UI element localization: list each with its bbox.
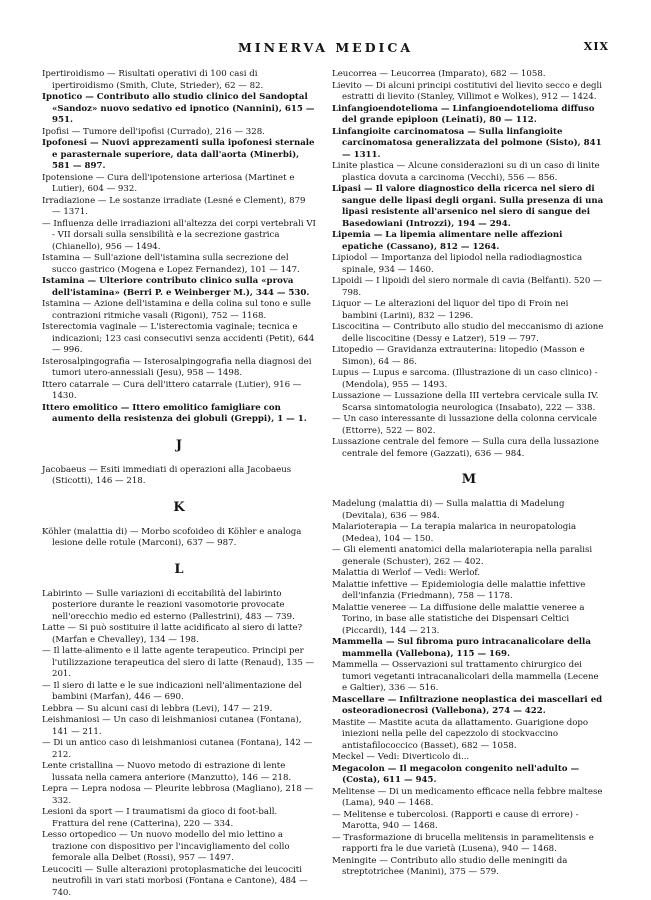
index-entry: Malattie veneree — La diffusione delle malattie veneree a Torino, in base alle statistiche dei Dispensari Celtici (Piccardi), 144 — 213. <box>332 602 585 636</box>
index-entry: Ittero catarrale — Cura dell'ittero catarrale (Lutier), 916 — 1430. <box>42 379 302 401</box>
index-entry: — Un caso interessante di lussazione della colonna cervicale (Ettorre), 522 — 802. <box>332 414 598 436</box>
index-entry: Ipofonesi — Nuovi apprezamenti sulla ipofonesi sternale e parasternale superiore, data dall'aorta (Minerbi), 581 — 897. <box>42 138 315 171</box>
index-entry: Lievito — Di alcuni principi costitutivi del lievito secco e degli estratti di lievito (Stanley, Villimot e Wolkes), 912 — 1424. <box>332 80 603 102</box>
index-entry: Labirinto — Sulle variazioni di eccitabilità del labirinto posteriore durante le reazioni vasomotorie provocate nell'orecchio medio ed esterno (Pallestrini), 483 — 739. <box>42 588 295 622</box>
index-entry: Ittero emolitico — Ittero emolitico famigliare con aumento della resistenza dei globuli (Greppi), 1 — 1. <box>42 402 307 424</box>
index-entry: Istamina — Azione dell'istamina e della colina sul tono e sulle contrazioni ritmiche vasali (Rigoni), 752 — 1168. <box>42 299 311 321</box>
index-entry: Ipnotico — Contributo allo studio clinico del Sandoptal «Sandoz» nuovo sedativo ed ipnotico (Nannini), 615 — 951. <box>42 92 315 125</box>
index-entry: — Trasformazione di brucella melitensis in paramelitensis e rapporti fra le due varietà (Lusena), 940 — 1468. <box>332 832 594 854</box>
index-entry: — Gli elementi anatomici della malarioterapia nella paralisi generale (Schuster), 262 — 402. <box>332 545 593 567</box>
index-entry: Lipemia — La lipemia alimentare nelle affezioni epatiche (Cassano), 812 — 1264. <box>332 230 563 252</box>
index-entry: Istamina — Sull'azione dell'istamina sulla secrezione del succo gastrico (Mogena e Lopez Fernandez), 101 — 147. <box>42 253 300 275</box>
index-entry: Linfangioendotelioma — Linfangioendotelioma diffuso del grande epiploon (Leinati), 80 — 112. <box>332 103 595 125</box>
index-entry: Leishmaniosi — Un caso di leishmaniosi cutanea (Fontana), 141 — 211. <box>42 715 302 737</box>
index-entry: Lente cristallina — Nuovo metodo di estrazione di lente lussata nella camera anteriore (Manzutto), 146 — 218. <box>42 761 292 783</box>
index-entry: — Influenza delle irradiazioni all'altezza dei corpi vertebrali VI - VII dorsali sulla sensibilità e la secrezione gastrica (Chianello), 956 — 1494. <box>42 218 316 252</box>
index-entry: Megacolon — Il megacolon congenito nell'adulto — (Costa), 611 — 945. <box>332 763 580 785</box>
index-entry: Ipotensione — Cura dell'ipotensione arteriosa (Martinet e Lutier), 604 — 932. <box>42 172 295 194</box>
index-entry: Lussazione centrale del femore — Sulla cura della lussazione centrale del femore (Gazzati), 636 — 984. <box>332 437 599 459</box>
index-entry: Lipasi — Il valore diagnostico della ricerca nel siero di sangue delle lipasi degli organi. Sulla presenza di una lipasi resistente all'arsenico nel siero di sangue dei Basedowiani (Introzzi), 194 — 294. <box>332 184 604 229</box>
index-entry: Mammella — Sul fibroma puro intracanalicolare della mammella (Vallebona), 115 — 169. <box>332 637 591 659</box>
index-entry: Linite plastica — Alcune considerazioni su di un caso di linite plastica dovuta a carcinoma (Vecchi), 556 — 856. <box>332 161 600 183</box>
index-entry: Malattie infettive — Epidemiologia delle malattie infettive dell'infanzia (Friedmann), 758 — 1178. <box>332 579 586 601</box>
index-entry: Isterectomia vaginale — L'isterectomia vaginale; tecnica e indicazioni; 123 casi consecutivi senza accidenti (Petit), 644 — 996. <box>42 322 315 355</box>
index-entry: Köhler (malattia di) — Morbo scofoideo di Köhler e analoga lesione delle rotule (Marconi), 637 — 987. <box>42 526 302 548</box>
left-column <box>42 69 316 899</box>
index-entry: — Di un antico caso di leishmaniosi cutanea (Fontana), 142 — 212. <box>42 738 313 760</box>
index-entry: Lipoidi — I lipoidi del siero normale di cavia (Belfanti). 520 — 798. <box>332 276 602 298</box>
index-entry: Istamina — Ulteriore contributo clinico sulla «prova dell'istamina» (Berri P. e Weinberger M.), 344 — 530. <box>42 276 310 298</box>
section-letter: K <box>173 499 185 515</box>
index-entry: Liscocitina — Contributo allo studio del meccanismo di azione delle liscocitine (Dessy e Latzer), 519 — 797. <box>332 322 604 344</box>
index-entry: Lupus — Lupus e sarcoma. (Illustrazione di un caso clinico) - (Mendola), 955 — 1493. <box>332 368 598 390</box>
index-entry: Leucociti — Sulle alterazioni protoplasmatiche dei leucociti neutrofili in vari stati morbosi (Fontana e Cantone), 484 — 740. <box>42 864 308 898</box>
index-entry: Mascellare — Infiltrazione neoplastica dei mascellari ed osteoradionecrosi (Vallebona), 274 — 422. <box>332 694 603 716</box>
index-entry: Ipofisi — Tumore dell'ipofisi (Currado), 216 — 328. <box>42 126 265 137</box>
index-entry: Liquor — Le alterazioni del liquor del tipo di Froin nei bambini (Larini), 832 — 1296. <box>332 299 569 321</box>
index-entry: Malarioterapia — La terapia malarica in neuropatologia (Medea), 104 — 150. <box>332 522 577 544</box>
right-column <box>332 69 606 879</box>
index-entry: Isterosalpingografia — Isterosalpingografia nella diagnosi dei tumori utero-annessiali (Jesu), 958 — 1498. <box>42 356 312 378</box>
index-entry: Lebbra — Su alcuni casi di lebbra (Levi), 147 — 219. <box>42 703 273 714</box>
index-entry: Ipertiroidismo — Risultati operativi di 100 casi di ipertiroidismo (Smith, Clute, Strieder), 62 — 82. <box>42 69 264 91</box>
index-entry: Lipiodol — Importanza del lipiodol nella radiodiagnostica spinale, 934 — 1460. <box>332 253 583 275</box>
page-number: XIX <box>583 40 609 53</box>
index-entry: Lesioni da sport — I traumatismi da gioco di foot-ball. Frattura del rene (Catterina), 220 — 334. <box>42 807 278 829</box>
section-letter: J <box>175 437 183 453</box>
index-entry: Mammella — Osservazioni sul trattamento chirurgico dei tumori vegetanti intracanalicolari della mammella (Lecene e Galtier), 336 — 516. <box>332 660 599 693</box>
page-header <box>0 40 651 60</box>
index-entry: Malattia di Werlof — Vedi: Werlof. <box>332 568 481 578</box>
index-entry: Litopedio — Gravidanza extrauterina: litopedio (Masson e Simon), 64 — 86. <box>332 345 585 367</box>
index-entry: Meningite — Contributo allo studio delle meningiti da streptotrichee (Manini), 375 — 579. <box>332 855 568 877</box>
index-entry: — Il latte-alimento e il latte agente terapeutico. Principi per l'utilizzazione terapeutica del siero di latte (Renaud), 135 — 201. <box>42 646 315 679</box>
index-entry: Mastite — Mastite acuta da allattamento. Guarigione dopo iniezioni nella pelle del capezzolo di stockvaccino antistafilococcico (Basset), 682 — 1058. <box>332 717 589 751</box>
index-entry: Madelung (malattia di) — Sulla malattia di Madelung (Devitala), 636 — 984. <box>332 499 565 521</box>
index-entry: Irradiazione — Le sostanze irradiate (Lesné e Clement), 879 — 1371. <box>42 195 306 217</box>
index-entry: Jacobaeus — Esiti immediati di operazioni alla Jacobaeus (Sticotti), 146 — 218. <box>42 464 292 486</box>
index-entry: Latte — Si può sostituire il latte acidificato al siero di latte? (Marfan e Chevalley), 134 — 198. <box>42 623 303 645</box>
index-entry: — Il siero di latte e le sue indicazioni nell'alimentazione del bambini (Marfan), 446 — 690. <box>42 680 302 702</box>
index-entry: Lussazione — Lussazione della III vertebra cervicale sulla IV. Scarsa sintomatologia neurologica (Insabato), 222 — 338. <box>332 391 599 413</box>
index-entry: Meckel — Vedi: Diverticolo di... <box>332 752 470 762</box>
index-entry: Lepra — Lepra nodosa — Pleurite lebbrosa (Magliano), 218 — 332. <box>42 784 314 806</box>
journal-title: MINERVA MEDICA <box>237 40 414 55</box>
section-letter: L <box>174 561 184 577</box>
index-entry: Linfangioite carcinomatosa — Sulla linfangioite carcinomatosa generalizzata del polmone (Sisto), 841 — 1311. <box>332 126 602 160</box>
section-letter: M <box>461 472 477 487</box>
index-entry: Melitense — Di un medicamento efficace nella febbre maltese (Lama), 940 — 1468. <box>332 786 603 808</box>
index-entry: Leucorrea — Leucorrea (Imparato), 682 — 1058. <box>332 69 546 79</box>
index-entry: Lesso ortopedico — Un nuovo modello del mio lettino a trazione con dispositivo per l'incavigliamento del collo femorale alla Delbet (Rossi), 957 — 1497. <box>42 830 290 863</box>
index-entry: — Melitense e tubercolosi. (Rapporti e cause di errore) - Marotta, 940 — 1468. <box>332 809 579 831</box>
